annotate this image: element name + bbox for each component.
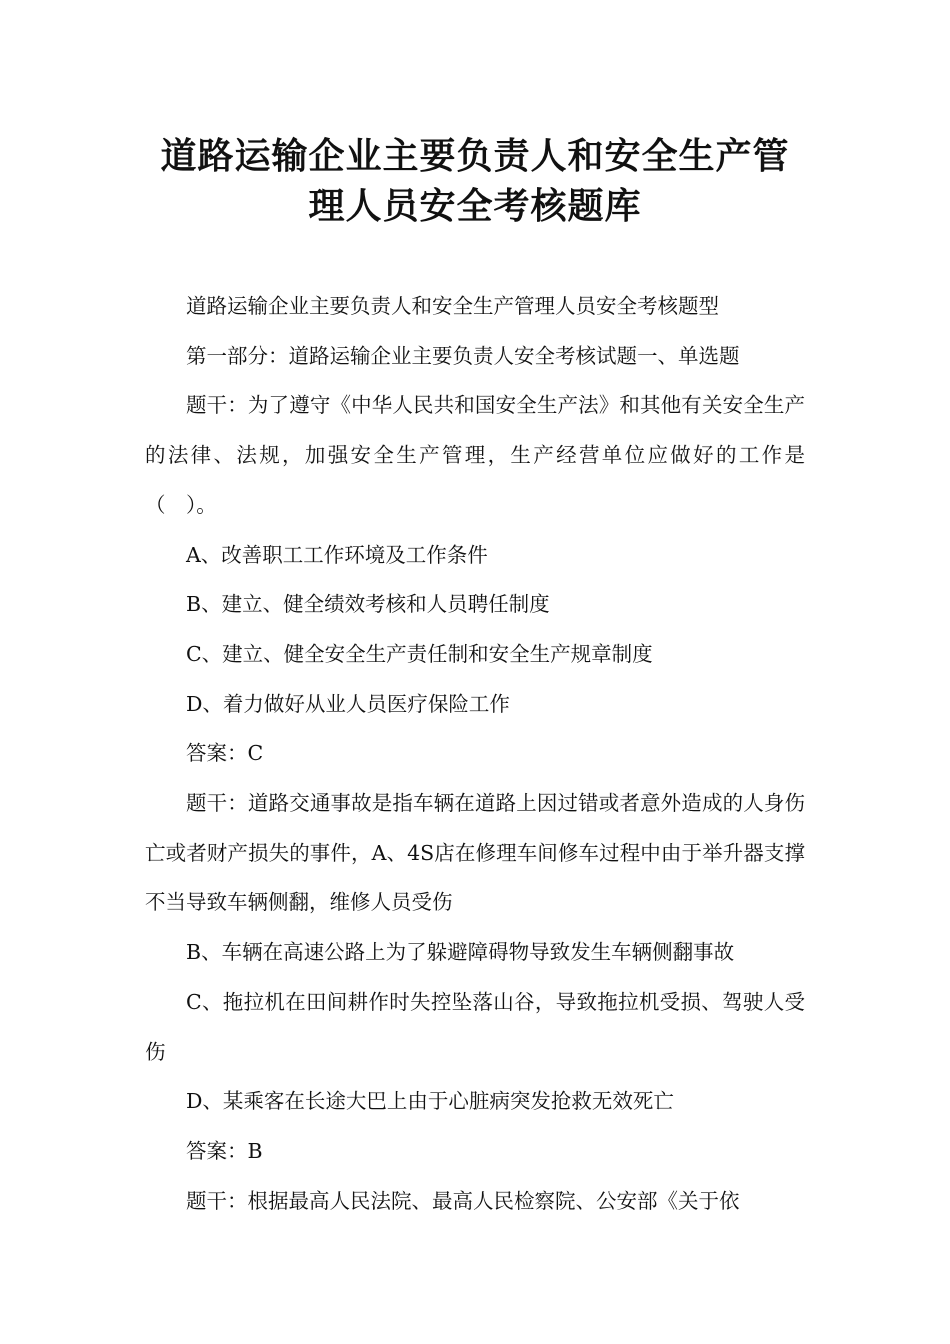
question-2-option-d: D、某乘客在长途大巴上由于心脏病突发抢救无效死亡 xyxy=(186,1089,674,1114)
paragraph-part-one: 第一部分：道路运输企业主要负责人安全考核试题一、单选题 xyxy=(186,343,740,368)
question-2-option-c: C、拖拉机在田间耕作时失控坠落山谷，导致拖拉机受损、驾驶人受伤 xyxy=(145,989,805,1064)
question-1-answer: 答案：C xyxy=(186,741,264,766)
question-3-stem: 题干：根据最高人民法院、最高人民检察院、公安部《关于依 xyxy=(186,1188,740,1213)
document-title-line-2: 理人员安全考核题库 xyxy=(308,186,642,227)
document-body xyxy=(145,282,805,1226)
question-1-option-b: B、建立、健全绩效考核和人员聘任制度 xyxy=(186,592,550,617)
question-1-option-a: A、改善职工工作环境及工作条件 xyxy=(186,542,488,567)
question-2-option-b: B、车辆在高速公路上为了躲避障碍物导致发生车辆侧翻事故 xyxy=(186,940,735,965)
question-1-option-d: D、着力做好从业人员医疗保险工作 xyxy=(186,691,510,716)
document-title-line-1: 道路运输企业主要负责人和安全生产管 xyxy=(160,136,790,177)
question-1-stem: 题干：为了遵守《中华人民共和国安全生产法》和其他有关安全生产的法律、法规，加强安全生产管理，生产经营单位应做好的工作是（ ）。 xyxy=(145,393,805,517)
question-2-stem: 题干：道路交通事故是指车辆在道路上因过错或者意外造成的人身伤亡或者财产损失的事件，A、4S店在修理车间修车过程中由于举升器支撑不当导致车辆侧翻，维修人员受伤 xyxy=(145,791,805,915)
question-2-answer: 答案：B xyxy=(186,1138,263,1163)
question-1-option-c: C、建立、健全安全生产责任制和安全生产规章制度 xyxy=(186,641,653,666)
paragraph-exam-type: 道路运输企业主要负责人和安全生产管理人员安全考核题型 xyxy=(186,294,719,318)
